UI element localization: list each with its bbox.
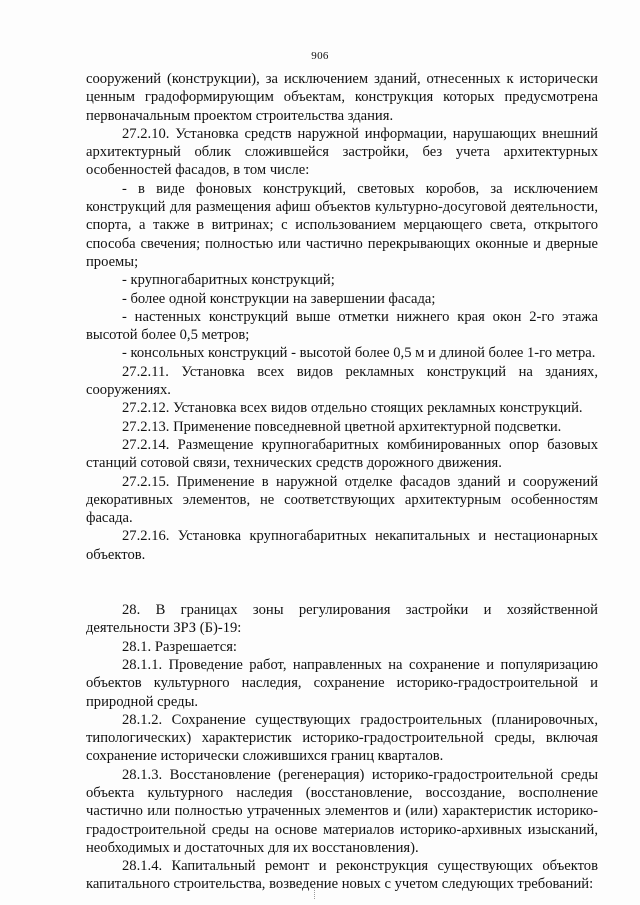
paragraph-28-1-1: 28.1.1. Проведение работ, направленных на сохранение и популяризацию объектов культурного наследия, сохранение историко-градостроительной и природной среды. [86, 656, 598, 710]
paragraph-28: 28. В границах зоны регулирования застройки и хозяйственной деятельности ЗРЗ (Б)-19: [86, 602, 598, 637]
paragraph-28-1-4: 28.1.4. Капитальный ремонт и реконструкция существующих объектов капитального строительства, возведение новых с учетом следующих требований: [86, 858, 598, 893]
scan-artifact-mark [314, 887, 317, 899]
paragraph-28-1-3: 28.1.3. Восстановление (регенерация) историко-градостроительной среды объекта культурного наследия (восстановление, воссоздание, восполнение частично или полностью утраченных элементов и (или) характеристик историко-градостроительной среды на основе материалов историко-архивных изысканий, необходимых и достаточных для их восстановления). [86, 766, 598, 856]
paragraph-27-2-11: 27.2.11. Установка всех видов рекламных конструкций на зданиях, сооружениях. [86, 363, 598, 399]
paragraph-28-1-2: 28.1.2. Сохранение существующих градостроительных (планировочных, типологических) характеристик историко-градостроительной среды, включая сохранение исторически сложившихся границ кварталов. [86, 711, 598, 765]
section-spacer [86, 564, 598, 601]
paragraph-27-2-12: 27.2.12. Установка всех видов отдельно стоящих рекламных конструкций. [122, 400, 583, 417]
paragraph-27-2-16: 27.2.16. Установка крупногабаритных некапитальных и нестационарных объектов. [86, 528, 598, 563]
list-item-large-constructions: - крупногабаритных конструкций; [122, 272, 335, 289]
list-item-facade-top: - более одной конструкции на завершении фасада; [122, 290, 436, 307]
paragraph-27-2-15: 27.2.15. Применение в наружной отделке фасадов зданий и сооружений декоративных элементов, не соответствующих архитектурным особенностям фасада. [86, 473, 598, 527]
paragraph-28-1: 28.1. Разрешается: [122, 638, 237, 655]
list-item-background-constructions: - в виде фоновых конструкций, световых коробов, за исключением конструкций для размещения афиш объектов культурно-досуговой деятельности, спорта, а также в витринах; с использованием мерцающего света, открытого способа свечения; полностью или частично перекрывающих оконные и дверные проемы; [86, 180, 598, 270]
paragraph-27-2-10: 27.2.10. Установка средств наружной информации, нарушающих внешний архитектурный облик сложившейся застройки, без учета архитектурных особенностей фасадов, в том числе: [86, 125, 598, 179]
paragraph-continuation: сооружений (конструкции), за исключением зданий, отнесенных к исторически ценным градоформирующим объектам, конструкция которых предусмотрена первоначальным проектом строительства здания. [86, 71, 598, 124]
paragraph-27-2-13: 27.2.13. Применение повседневной цветной архитектурной подсветки. [122, 418, 562, 435]
list-item-wall-constructions: - настенных конструкций выше отметки нижнего края окон 2-го этажа высотой более 0,5 метров; [86, 308, 598, 344]
page-number: 906 [311, 50, 329, 62]
list-item-console-constructions: - консольных конструкций - высотой более 0,5 м и длиной более 1-го метра. [122, 345, 596, 362]
paragraph-27-2-14: 27.2.14. Размещение крупногабаритных комбинированных опор базовых станций сотовой связи, технических средств дорожного движения. [86, 436, 598, 472]
document-body [86, 70, 598, 894]
